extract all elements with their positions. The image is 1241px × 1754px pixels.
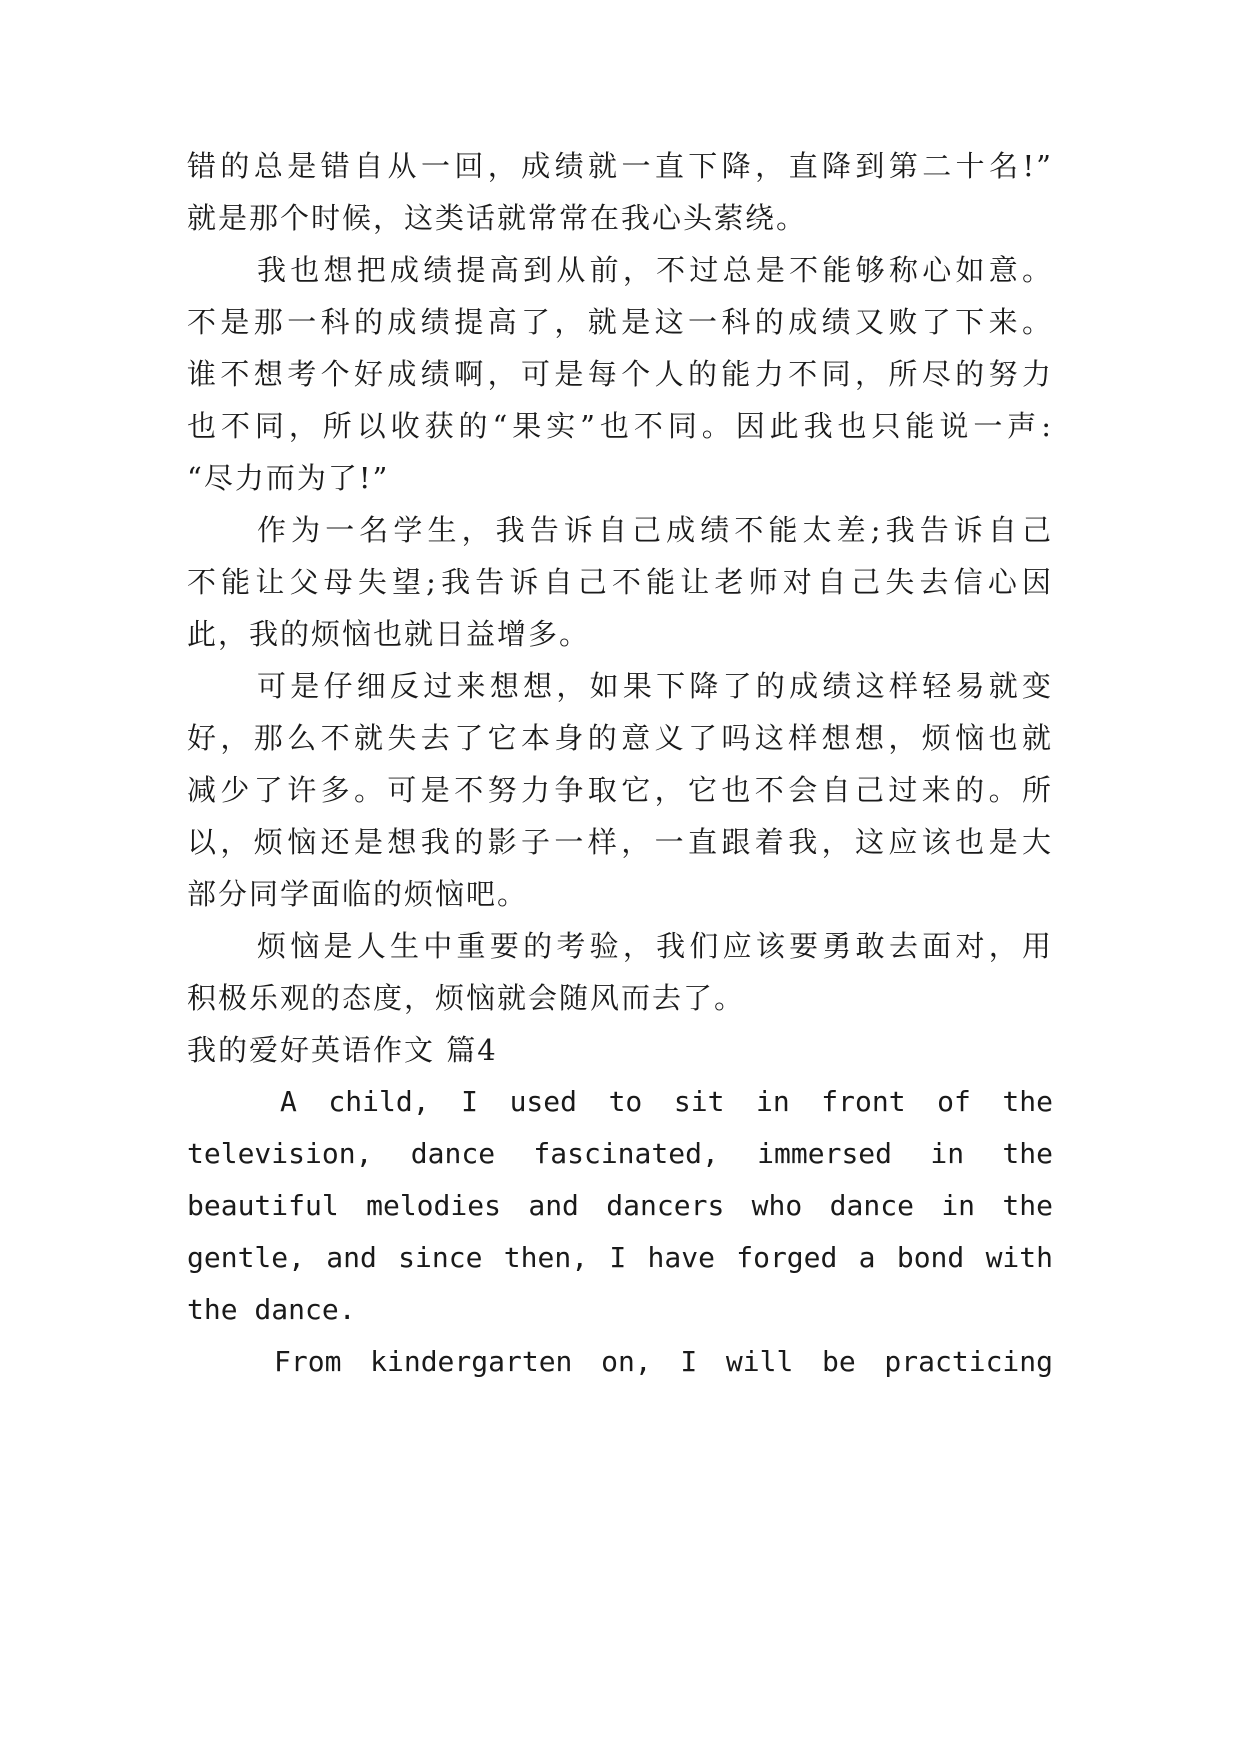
paragraph-line: 可是仔细反过来想想，如果下降了的成绩这样轻易就变	[257, 669, 1053, 703]
paragraph-line: television, dance fascinated, immersed in the	[187, 1137, 1053, 1170]
paragraph-line: A child, I used to sit in front of the	[280, 1085, 1053, 1118]
paragraph-line: gentle, and since then, I have forged a bond with	[187, 1241, 1053, 1274]
paragraph-line: 部分同学面临的烦恼吧。	[187, 877, 529, 911]
paragraph-line: 不是那一科的成绩提高了，就是这一科的成绩又败了下来。	[187, 305, 1053, 339]
paragraph-line: 谁不想考个好成绩啊，可是每个人的能力不同，所尽的努力	[187, 357, 1053, 391]
paragraph-line: “尽力而为了!”	[187, 461, 390, 495]
paragraph-line: beautiful melodies and dancers who dance in the	[187, 1189, 1053, 1222]
paragraph-line: 也不同，所以收获的“果实”也不同。因此我也只能说一声:	[187, 409, 1053, 443]
paragraph-line: 不能让父母失望;我告诉自己不能让老师对自己失去信心因	[187, 565, 1053, 599]
paragraph-line: 此，我的烦恼也就日益增多。	[187, 617, 591, 651]
paragraph-line: 我也想把成绩提高到从前，不过总是不能够称心如意。	[257, 253, 1053, 287]
section-heading: 我的爱好英语作文 篇4	[187, 1033, 498, 1067]
paragraph-line: 错的总是错自从一回，成绩就一直下降，直降到第二十名!”	[187, 149, 1053, 183]
paragraph-line: 好，那么不就失去了它本身的意义了吗这样想想，烦恼也就	[187, 721, 1053, 755]
paragraph-line: From kindergarten on, I will be practicing	[274, 1345, 1053, 1378]
paragraph-line: 以，烦恼还是想我的影子一样，一直跟着我，这应该也是大	[187, 825, 1053, 859]
paragraph-line: the dance.	[187, 1293, 356, 1326]
paragraph-line: 减少了许多。可是不努力争取它，它也不会自己过来的。所	[187, 773, 1053, 807]
paragraph-line: 烦恼是人生中重要的考验，我们应该要勇敢去面对，用	[257, 929, 1053, 963]
paragraph-line: 作为一名学生，我告诉自己成绩不能太差;我告诉自己	[257, 513, 1053, 547]
paragraph-line: 就是那个时候，这类话就常常在我心头萦绕。	[187, 201, 808, 235]
paragraph-line: 积极乐观的态度，烦恼就会随风而去了。	[187, 981, 746, 1015]
